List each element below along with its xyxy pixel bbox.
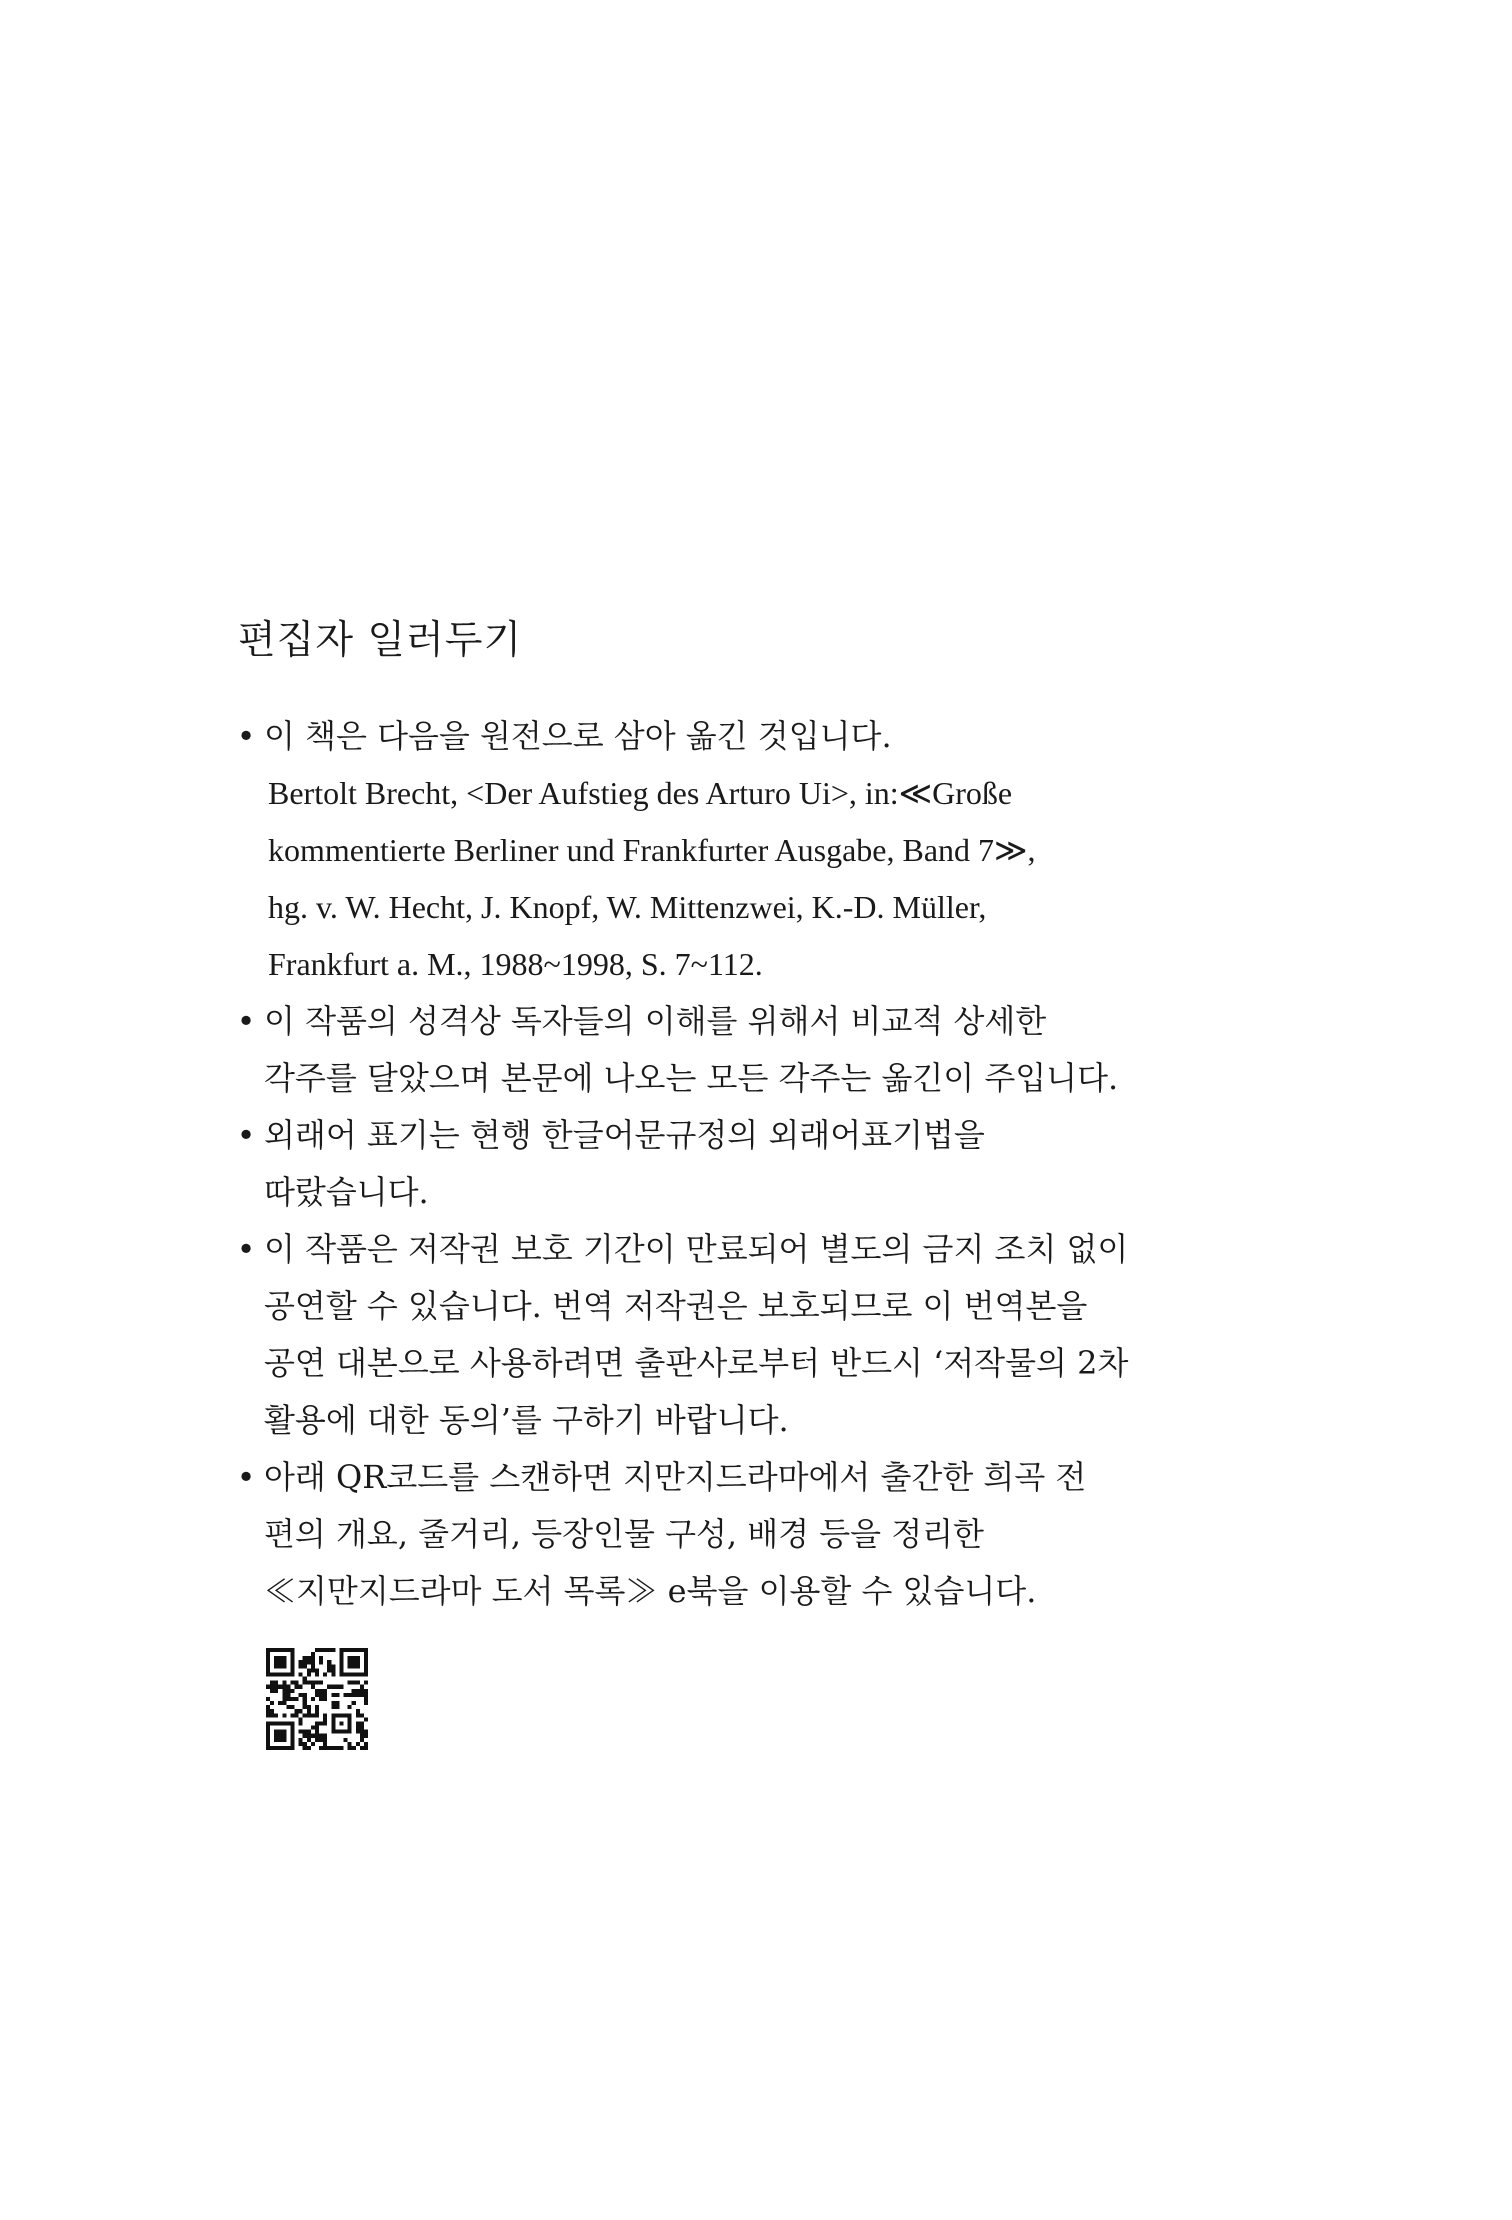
note-line: 외래어 표기는 현행 한글어문규정의 외래어표기법을 <box>264 1116 985 1154</box>
note-line: 공연 대본으로 사용하려면 출판사로부터 반드시 ‘저작물의 2차 <box>264 1344 1129 1382</box>
note-line: 아래 QR코드를 스캔하면 지만지드라마에서 출간한 희곡 전 <box>264 1458 1087 1496</box>
note-item <box>234 1107 1294 1221</box>
note-line: 편의 개요, 줄거리, 등장인물 구성, 배경 등을 정리한 <box>264 1515 984 1553</box>
note-line: 이 작품의 성격상 독자들의 이해를 위해서 비교적 상세한 <box>264 1002 1047 1040</box>
bullet-icon: • <box>236 1116 256 1154</box>
bullet-icon: • <box>236 1002 256 1040</box>
note-line: ≪지만지드라마 도서 목록≫ e북을 이용할 수 있습니다. <box>264 1572 1037 1610</box>
note-line: 이 책은 다음을 원전으로 삼아 옮긴 것입니다. <box>264 717 892 755</box>
note-item <box>234 1221 1294 1449</box>
bullet-icon: • <box>236 1458 256 1496</box>
note-line: 따랐습니다. <box>264 1173 429 1211</box>
note-item <box>234 993 1294 1107</box>
note-line: kommentierte Berliner und Frankfurter Ausgabe, Band 7≫, <box>268 832 1036 868</box>
note-line: 이 작품은 저작권 보호 기간이 만료되어 별도의 금지 조치 없이 <box>264 1230 1129 1268</box>
note-line: Frankfurt a. M., 1988~1998, S. 7~112. <box>268 946 763 982</box>
page-title: 편집자 일러두기 <box>238 618 523 663</box>
note-line: 각주를 달았으며 본문에 나오는 모든 각주는 옮긴이 주입니다. <box>264 1059 1119 1097</box>
note-line: Bertolt Brecht, <Der Aufstieg des Arturo Ui>, in:≪Große <box>268 775 1013 811</box>
note-line: hg. v. W. Hecht, J. Knopf, W. Mittenzwei, K.-D. Müller, <box>268 889 987 925</box>
note-item <box>234 708 1294 993</box>
notes-list <box>234 708 1294 1620</box>
qr-code-icon <box>266 1648 368 1750</box>
bullet-icon: • <box>236 1230 256 1268</box>
note-line: 공연할 수 있습니다. 번역 저작권은 보호되므로 이 번역본을 <box>264 1287 1088 1325</box>
note-item <box>234 1449 1294 1620</box>
bullet-icon: • <box>236 717 256 755</box>
note-line: 활용에 대한 동의’를 구하기 바랍니다. <box>264 1401 789 1439</box>
